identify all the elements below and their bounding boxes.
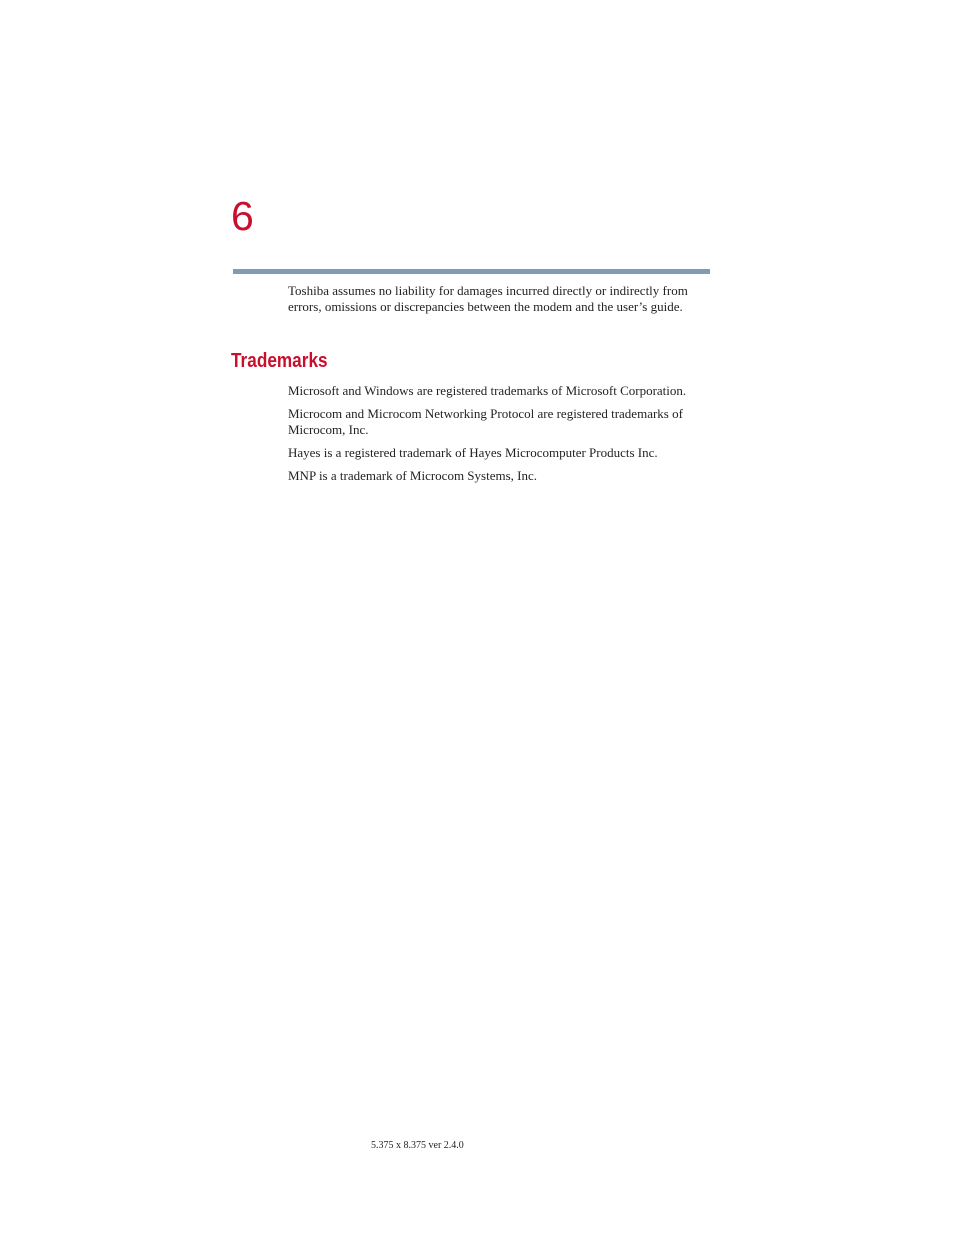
trademark-item-mnp: MNP is a trademark of Microcom Systems, Inc. <box>288 468 537 483</box>
version-footer: 5.375 x 8.375 ver 2.4.0 <box>371 1140 464 1151</box>
trademark-item-hayes: Hayes is a registered trademark of Hayes Microcomputer Products Inc. <box>288 445 658 460</box>
liability-paragraph: Toshiba assumes no liability for damages incurred directly or indirectly from errors, omissions or discrepancies between the modem and the user’s guide. <box>288 283 688 314</box>
section-heading-trademarks: Trademarks <box>231 350 328 372</box>
trademark-item-microsoft: Microsoft and Windows are registered trademarks of Microsoft Corporation. <box>288 383 687 398</box>
trademark-list <box>288 383 713 491</box>
trademark-item-microcom: Microcom and Microcom Networking Protocol are registered trademarks of Microcom, Inc. <box>288 406 683 437</box>
header-rule <box>233 269 710 274</box>
page-number: 6 <box>231 193 254 239</box>
